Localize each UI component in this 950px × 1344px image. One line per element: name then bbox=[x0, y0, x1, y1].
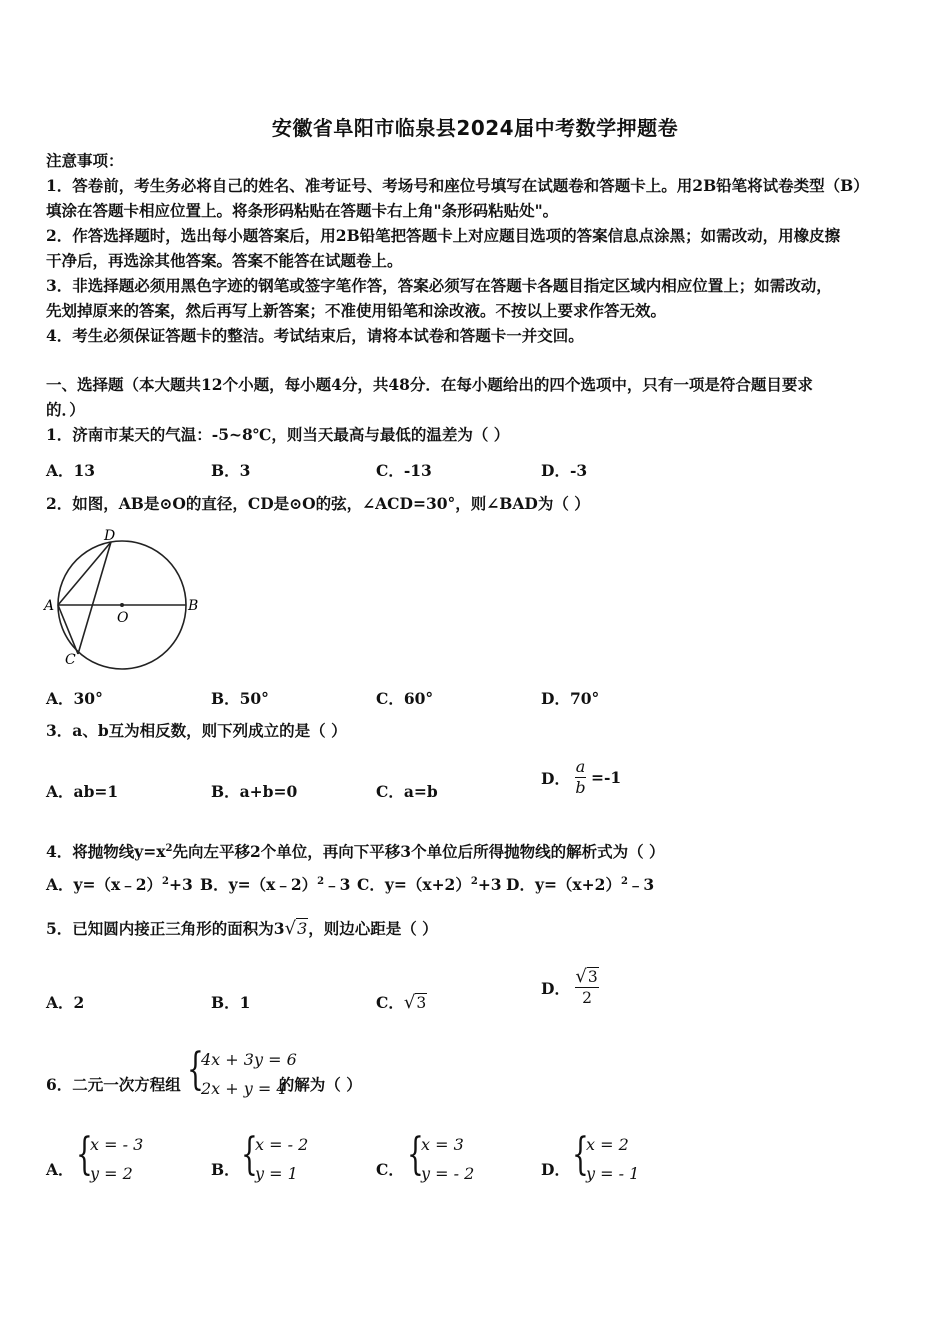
option-c-base: C．y=（x+2） bbox=[357, 875, 471, 894]
option-d-prefix: D． bbox=[541, 978, 570, 998]
solution-y: y = 2 bbox=[90, 1164, 133, 1183]
question-5-option-d bbox=[541, 968, 599, 1007]
option-d-base: D．y=（x+2） bbox=[506, 875, 621, 894]
option-b-base: B．y=（x﹣2） bbox=[200, 875, 318, 894]
question-2-circle-figure bbox=[40, 524, 210, 674]
stem-exponent: 2 bbox=[165, 843, 173, 854]
question-1-option-c: C．-13 bbox=[376, 461, 432, 480]
label-b: B bbox=[188, 598, 199, 614]
brace-icon: { bbox=[241, 1129, 258, 1180]
option-d-suffix: =-1 bbox=[591, 768, 622, 787]
solution-y: y = 1 bbox=[255, 1164, 298, 1183]
option-a-exponent: 2 bbox=[162, 875, 170, 887]
question-1-option-b: B．3 bbox=[211, 461, 251, 480]
question-6-option-d bbox=[572, 1129, 652, 1189]
question-6-option-c bbox=[407, 1129, 487, 1189]
notice-line-1: 1．答卷前，考生务必将自己的姓名、准考证号、考场号和座位号填写在试题卷和答题卡上。用2B铅笔将试卷类型（B） bbox=[46, 176, 869, 195]
brace-icon: { bbox=[572, 1129, 589, 1180]
sqrt-radicand: 3 bbox=[587, 968, 598, 986]
fraction-numerator: a bbox=[575, 757, 586, 776]
question-6-equation-system bbox=[187, 1044, 297, 1104]
notice-line-7: 4．考生必须保证答题卡的整洁。考试结束后，请将本试卷和答题卡一并交回。 bbox=[46, 326, 584, 345]
fraction-a-over-b bbox=[575, 758, 585, 797]
question-6-stem bbox=[46, 1074, 916, 1096]
question-2-option-b: B．50° bbox=[211, 689, 269, 708]
solution-x: x = 3 bbox=[421, 1135, 464, 1154]
question-6-option-a-label: A． bbox=[46, 1160, 74, 1179]
option-c-prefix: C． bbox=[376, 993, 404, 1012]
question-2-option-c: C．60° bbox=[376, 689, 434, 708]
solution-x: x = - 3 bbox=[90, 1135, 144, 1154]
question-1-stem: 1．济南市某天的气温：-5~8℃，则当天最高与最低的温差为（ ） bbox=[46, 425, 510, 444]
page-title: 安徽省阜阳市临泉县2024届中考数学押题卷 bbox=[271, 116, 679, 140]
option-c-tail: +3 bbox=[477, 875, 502, 894]
equation-2: 2x + y = 4 bbox=[201, 1079, 287, 1098]
center-point bbox=[120, 603, 124, 607]
question-4-option-d bbox=[506, 873, 654, 895]
question-4-option-a bbox=[46, 873, 193, 895]
question-3-option-c: C．a=b bbox=[376, 782, 438, 801]
notice-line-3: 2．作答选择题时，选出每小题答案后，用2B铅笔把答题卡上对应题目选项的答案信息点涂黑；如需改动，用橡皮擦 bbox=[46, 226, 841, 245]
fraction-numerator bbox=[575, 968, 598, 986]
section-heading-line-2: 的．） bbox=[46, 400, 85, 419]
notice-line-2: 填涂在答题卡相应位置上。将条形码粘贴在答题卡右上角"条形码粘贴处"。 bbox=[46, 201, 559, 220]
brace-icon: { bbox=[187, 1044, 204, 1095]
option-d-tail: ﹣3 bbox=[627, 875, 655, 894]
notice-heading: 注意事项： bbox=[46, 151, 124, 170]
question-6-option-c-label: C． bbox=[376, 1160, 404, 1179]
solution-x: x = 2 bbox=[586, 1135, 629, 1154]
question-5-stem bbox=[46, 918, 916, 940]
question-6-option-d-label: D． bbox=[541, 1160, 570, 1179]
sqrt-icon: √ bbox=[575, 966, 587, 987]
question-2-option-d: D．70° bbox=[541, 689, 600, 708]
label-a: A bbox=[44, 598, 55, 614]
sqrt-icon: √ bbox=[403, 992, 416, 1013]
solution-y: y = - 1 bbox=[586, 1164, 640, 1183]
segment-ac bbox=[58, 605, 78, 654]
option-b-exponent: 2 bbox=[317, 875, 325, 887]
fraction-denominator: 2 bbox=[582, 989, 592, 1007]
stem-part-1: 5．已知圆内接正三角形的面积为3 bbox=[46, 919, 285, 938]
notice-line-5: 3．非选择题必须用黑色字迹的钢笔或签字笔作答，答案必须写在答题卡各题目指定区域内相应位置上；如需改动， bbox=[46, 276, 832, 295]
option-d-prefix: D． bbox=[541, 768, 570, 788]
question-6-option-b bbox=[241, 1129, 321, 1189]
question-2-option-a: A．30° bbox=[46, 689, 103, 708]
question-1-option-d: D．-3 bbox=[541, 461, 588, 480]
question-3-option-a: A．ab=1 bbox=[46, 782, 119, 801]
question-5-option-a: A．2 bbox=[46, 993, 85, 1012]
stem-part-2: ，则边心距是（ ） bbox=[308, 919, 438, 938]
chord-cd bbox=[78, 542, 111, 654]
option-a-base: A．y=（x﹣2） bbox=[46, 875, 163, 894]
label-o: O bbox=[117, 610, 129, 626]
notice-line-6: 先划掉原来的答案，然后再写上新答案；不准使用铅笔和涂改液。不按以上要求作答无效。 bbox=[46, 301, 667, 320]
stem-part-1: 4．将抛物线y=x bbox=[46, 842, 166, 862]
brace-icon: { bbox=[76, 1129, 93, 1180]
option-d-exponent: 2 bbox=[620, 875, 628, 887]
sqrt-icon: √ bbox=[284, 918, 297, 939]
question-5-option-b: B．1 bbox=[211, 993, 251, 1012]
question-2-stem: 2．如图，AB是⊙O的直径，CD是⊙O的弦，∠ACD=30°，则∠BAD为（ ） bbox=[46, 494, 590, 513]
sqrt-radicand: 3 bbox=[297, 919, 308, 938]
brace-icon: { bbox=[407, 1129, 424, 1180]
equation-1: 4x + 3y = 6 bbox=[201, 1050, 297, 1069]
option-c-exponent: 2 bbox=[470, 875, 478, 887]
question-4-option-b bbox=[200, 873, 350, 895]
label-c: C bbox=[65, 652, 76, 668]
question-4-stem bbox=[46, 838, 916, 863]
question-3-stem: 3．a、b互为相反数，则下列成立的是（ ） bbox=[46, 721, 347, 740]
question-4-option-c bbox=[357, 873, 502, 895]
question-3-option-b: B．a+b=0 bbox=[211, 782, 298, 801]
solution-y: y = - 2 bbox=[421, 1164, 475, 1183]
option-b-tail: ﹣3 bbox=[324, 875, 351, 894]
question-6-option-b-label: B． bbox=[211, 1160, 240, 1179]
stem-part-2: 的解为（ ） bbox=[278, 1075, 362, 1094]
question-1-option-a: A．13 bbox=[46, 461, 96, 480]
question-6-option-a bbox=[76, 1129, 156, 1189]
question-3-option-d bbox=[541, 758, 621, 797]
fraction-denominator: b bbox=[575, 778, 586, 797]
sqrt-radicand: 3 bbox=[416, 994, 427, 1012]
notice-line-4: 干净后，再选涂其他答案。答案不能答在试题卷上。 bbox=[46, 251, 403, 270]
section-heading-line-1: 一、选择题（本大题共12个小题，每小题4分，共48分．在每小题给出的四个选项中，只有一项是符合题目要求 bbox=[46, 375, 813, 394]
solution-x: x = - 2 bbox=[255, 1135, 309, 1154]
question-5-option-c bbox=[376, 991, 427, 1013]
fraction-sqrt3-over-2 bbox=[575, 968, 598, 1007]
option-a-tail: +3 bbox=[169, 875, 193, 894]
stem-part-2: 先向左平移2个单位，再向下平移3个单位后所得抛物线的解析式为（ ） bbox=[172, 842, 665, 862]
stem-part-1: 6．二元一次方程组 bbox=[46, 1075, 181, 1094]
label-d: D bbox=[104, 528, 116, 544]
